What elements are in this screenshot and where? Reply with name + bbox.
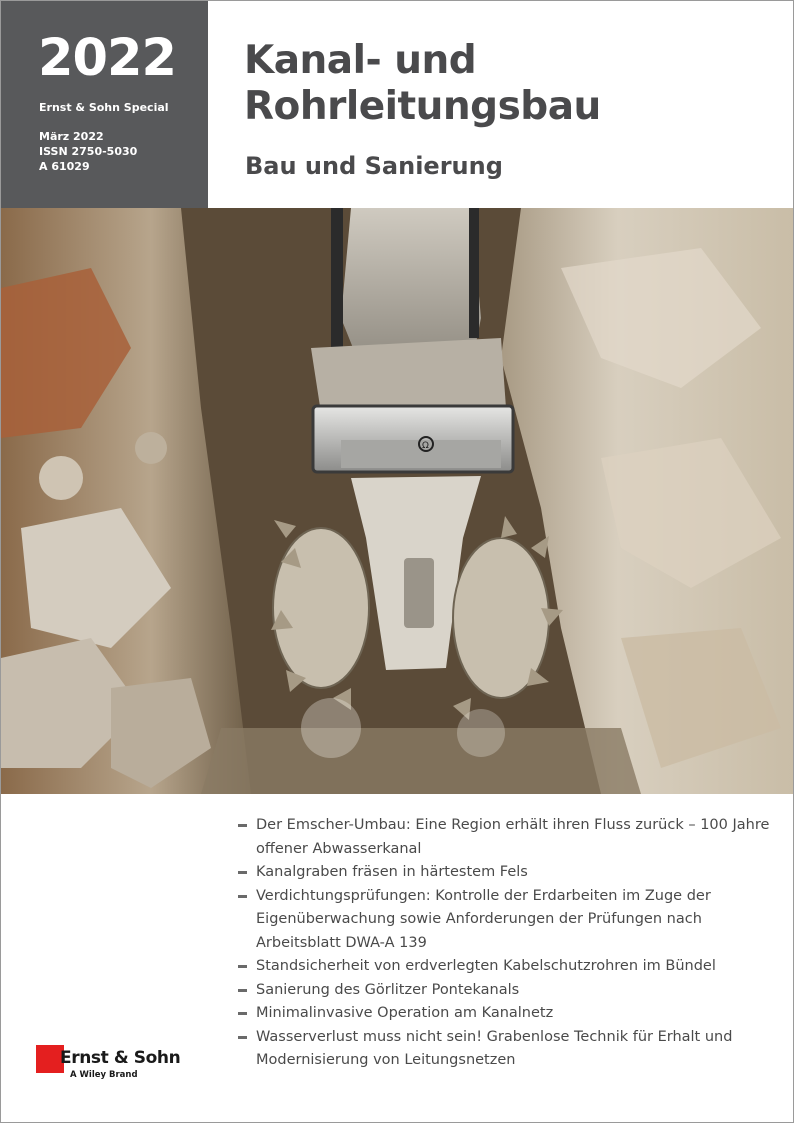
contents-item: Minimalinvasive Operation am Kanalnetz xyxy=(238,1002,778,1026)
title-line: Kanal- und xyxy=(244,38,477,83)
contents-item: Standsicherheit von erdverlegten Kabelschutzrohren im Bündel xyxy=(238,955,778,979)
publisher-name: Ernst & Sohn xyxy=(60,1048,181,1068)
title-line: Rohrleitungsbau xyxy=(244,84,601,129)
publisher-logo xyxy=(36,1045,181,1085)
issn: ISSN 2750-5030 xyxy=(39,145,138,158)
contents-item: Kanalgraben fräsen in härtestem Fels xyxy=(238,861,778,885)
article-code: A 61029 xyxy=(39,160,90,173)
series-name: Ernst & Sohn Special xyxy=(39,101,169,114)
publisher-tagline: A Wiley Brand xyxy=(70,1070,138,1080)
contents-list xyxy=(238,814,778,1073)
magazine-subtitle: Bau und Sanierung xyxy=(245,152,503,180)
magazine-title xyxy=(244,38,601,130)
issue-date: März 2022 xyxy=(39,130,104,143)
trench-milling-photo xyxy=(1,208,793,794)
issue-meta xyxy=(39,129,137,174)
cover-photo xyxy=(1,208,793,794)
contents-item: Sanierung des Görlitzer Pontekanals xyxy=(238,979,778,1003)
contents-item: Verdichtungsprüfungen: Kontrolle der Erdarbeiten im Zuge der Eigenüberwachung sowie Anforderungen der Prüfungen nach Arbeitsblatt DWA-A 139 xyxy=(238,885,778,956)
contents-item: Der Emscher-Umbau: Eine Region erhält ihren Fluss zurück – 100 Jahre offener Abwasserkanal xyxy=(238,814,778,861)
issue-year: 2022 xyxy=(38,29,176,88)
machine-badge: Ω xyxy=(422,441,429,451)
contents-item: Wasserverlust muss nicht sein! Grabenlose Technik für Erhalt und Modernisierung von Leitungsnetzen xyxy=(238,1026,778,1073)
issue-info-block xyxy=(1,1,208,208)
